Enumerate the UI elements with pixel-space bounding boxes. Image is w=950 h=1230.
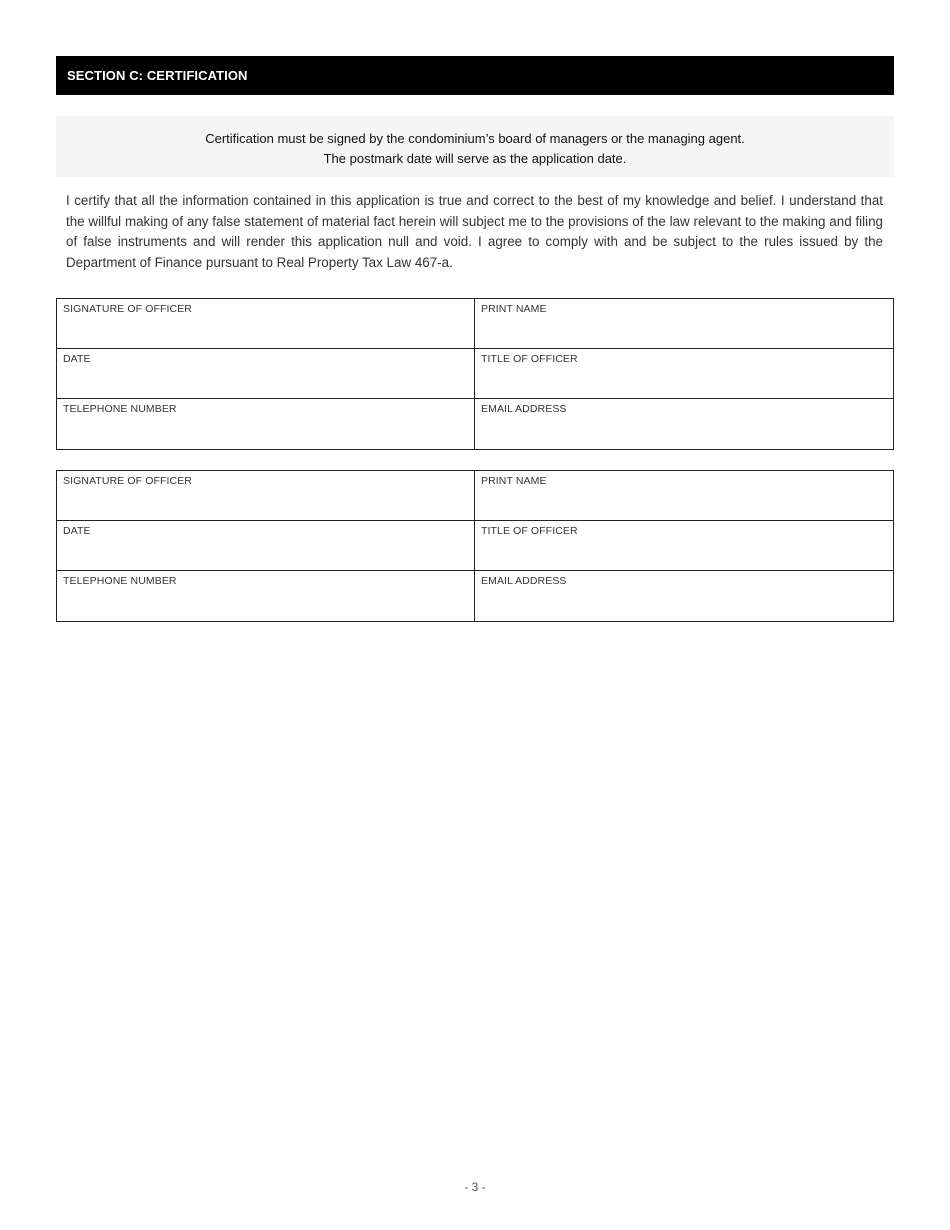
section-title: SECTION C: CERTIFICATION	[67, 68, 248, 83]
page-number: - 3 -	[464, 1180, 486, 1194]
date-label: DATE	[63, 353, 91, 365]
telephone-field[interactable]	[57, 399, 475, 449]
print-name-label: PRINT NAME	[481, 303, 547, 315]
date-field[interactable]	[57, 349, 475, 399]
notice-line-2: The postmark date will serve as the application date.	[323, 151, 627, 166]
print-name-field[interactable]	[475, 299, 893, 349]
certification-notice	[56, 116, 894, 177]
signature-label: SIGNATURE OF OFFICER	[63, 475, 192, 487]
title-of-officer-field[interactable]	[475, 521, 893, 571]
telephone-label: TELEPHONE NUMBER	[63, 575, 177, 587]
title-of-officer-label: TITLE OF OFFICER	[481, 353, 578, 365]
telephone-field[interactable]	[57, 571, 475, 621]
print-name-field[interactable]	[475, 471, 893, 521]
signature-block-1	[56, 298, 894, 450]
signature-block-2	[56, 470, 894, 622]
notice-line-1: Certification must be signed by the condominium’s board of managers or the managing agent.	[205, 131, 745, 146]
email-field[interactable]	[475, 571, 893, 621]
title-of-officer-field[interactable]	[475, 349, 893, 399]
telephone-label: TELEPHONE NUMBER	[63, 403, 177, 415]
section-header	[56, 56, 894, 95]
email-label: EMAIL ADDRESS	[481, 575, 567, 587]
title-of-officer-label: TITLE OF OFFICER	[481, 525, 578, 537]
print-name-label: PRINT NAME	[481, 475, 547, 487]
signature-field[interactable]	[57, 471, 475, 521]
email-field[interactable]	[475, 399, 893, 449]
certification-statement: I certify that all the information contained in this application is true and correct to the best of my knowledge and belief. I understand that the willful making of any false statement of material fact herein will subject me to the provisions of the law relevant to the making and filing of false instruments and will render this application null and void. I agree to comply with and be subject to the rules issued by the Department of Finance pursuant to Real Property Tax Law 467-a.	[66, 193, 883, 270]
signature-label: SIGNATURE OF OFFICER	[63, 303, 192, 315]
signature-field[interactable]	[57, 299, 475, 349]
date-field[interactable]	[57, 521, 475, 571]
date-label: DATE	[63, 525, 91, 537]
email-label: EMAIL ADDRESS	[481, 403, 567, 415]
